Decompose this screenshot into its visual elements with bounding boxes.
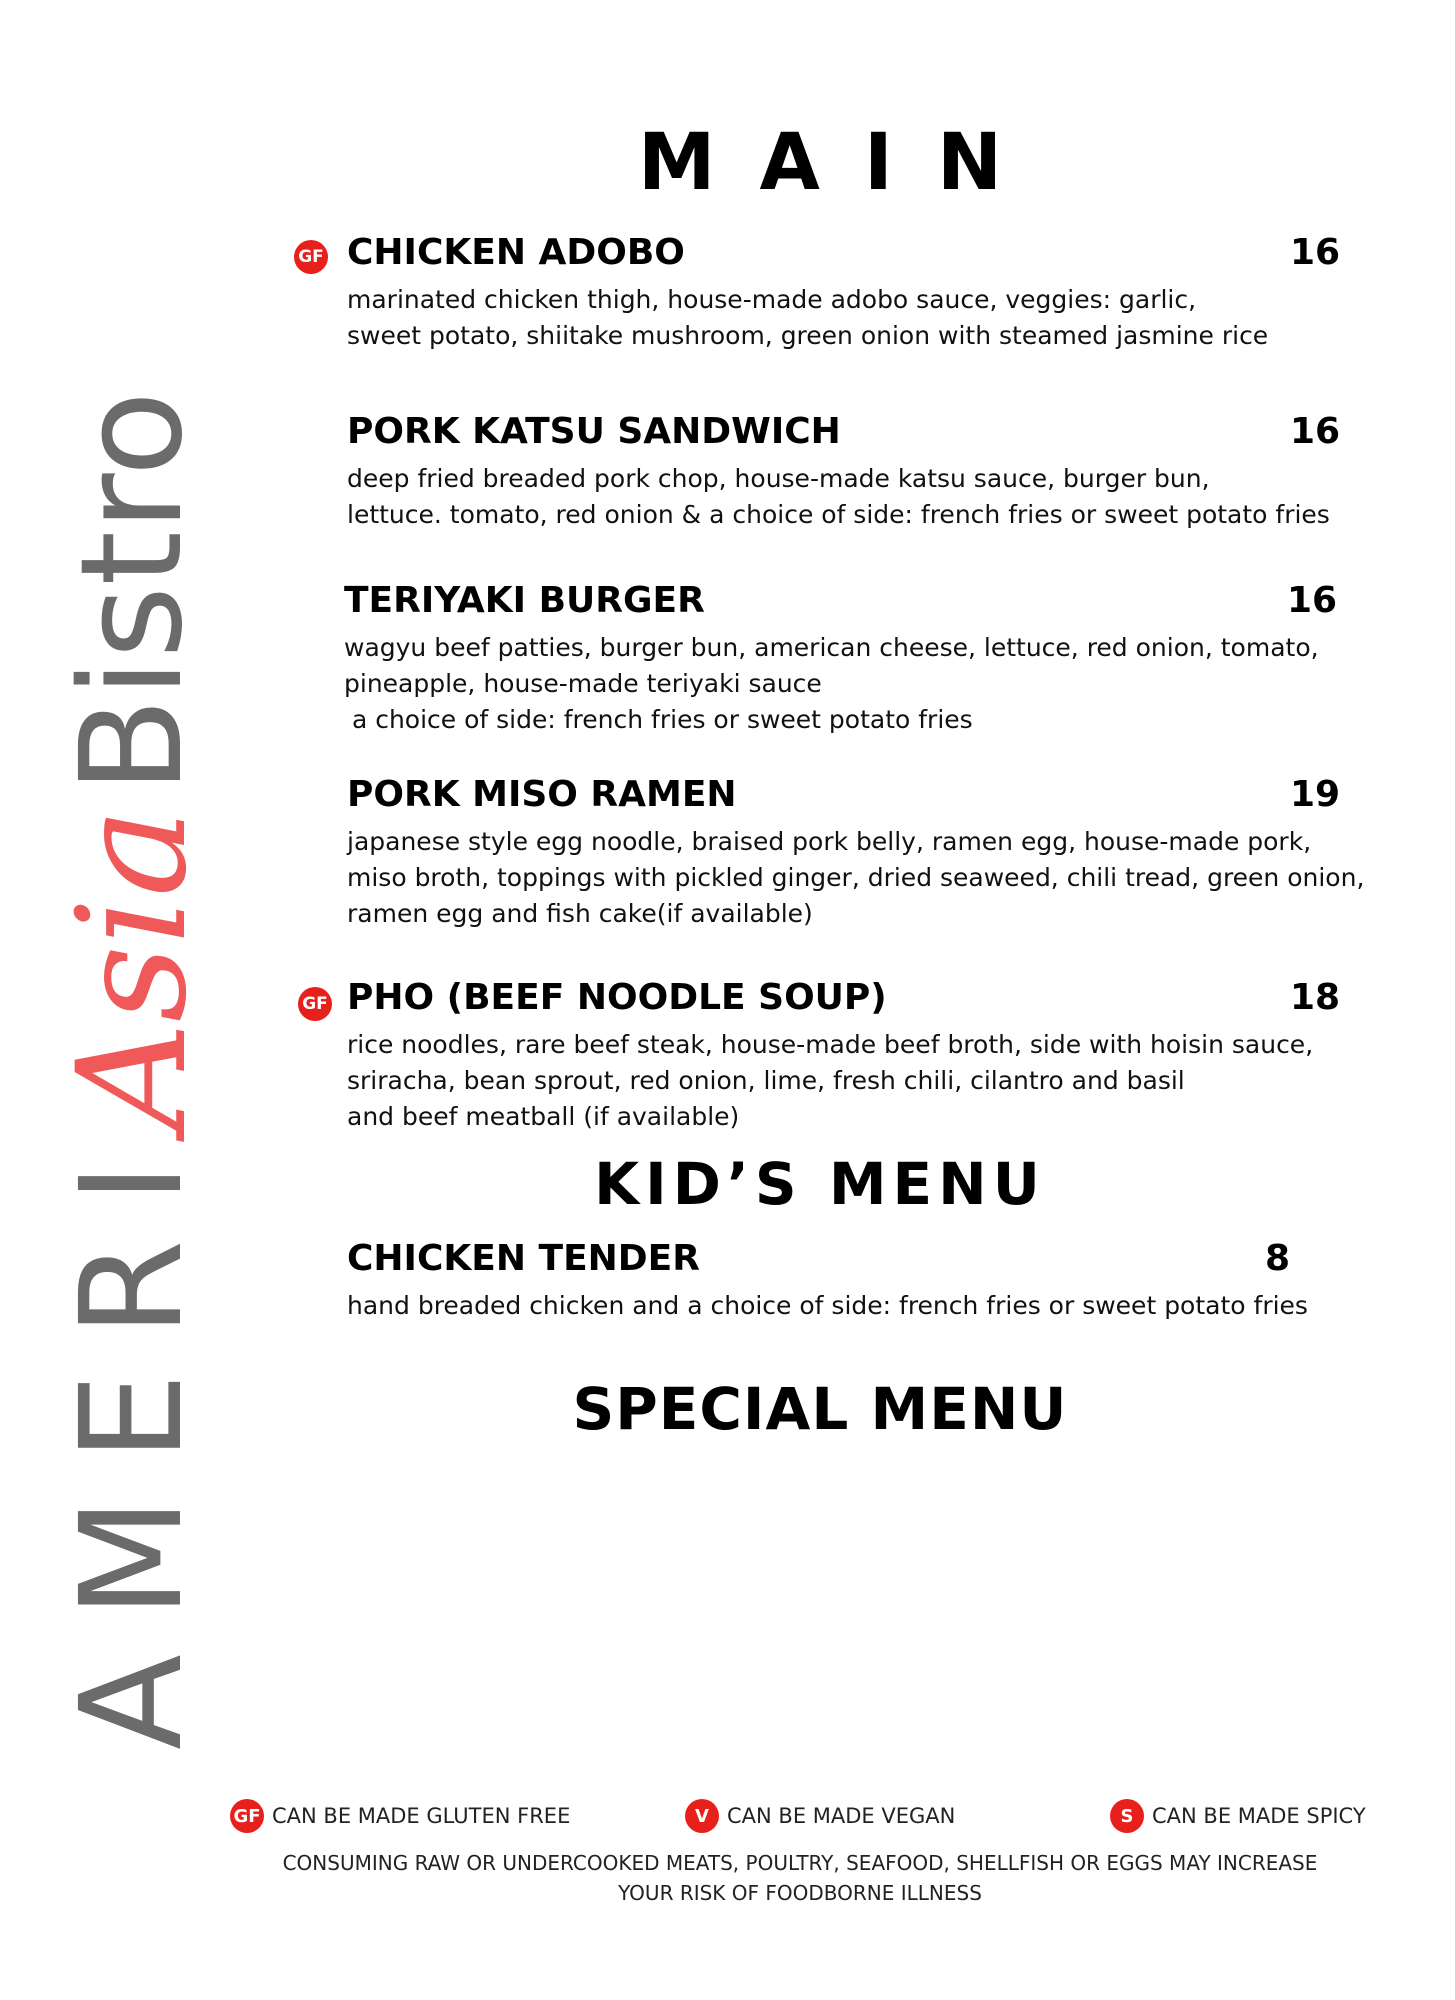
menu-item [347,411,1347,533]
item-name: TERIYAKI BURGER [344,580,705,621]
brand-ameri: AMERI [51,1126,214,1750]
item-price: 8 [1265,1238,1291,1279]
item-price: 16 [1290,232,1341,273]
legend-spicy [1110,1798,1366,1834]
menu-item [347,977,1347,1135]
item-price: 18 [1290,977,1341,1018]
item-name: CHICKEN ADOBO [347,232,685,273]
brand-bistro: Bistro [51,390,214,794]
legend-text: CAN BE MADE GLUTEN FREE [272,1804,571,1828]
item-price: 16 [1287,580,1338,621]
item-description: marinated chicken thigh, house-made adobo sauce, veggies: garlic, sweet potato, shiitake mushroom, green onion with steamed jasmine rice [347,285,1269,350]
brand-logo [46,210,220,1750]
item-description: hand breaded chicken and a choice of side: french fries or sweet potato fries [347,1291,1308,1320]
spicy-icon: S [1110,1799,1144,1833]
item-name: PORK KATSU SANDWICH [347,411,841,452]
item-name: CHICKEN TENDER [347,1238,700,1279]
item-description: rice noodles, rare beef steak, house-made beef broth, side with hoisin sauce, sriracha, bean sprout, red onion, lime, fresh chili, cilantro and basil and beef meatball (if available) [347,1030,1314,1131]
legend-text: CAN BE MADE VEGAN [727,1804,956,1828]
legend-gluten-free [230,1798,570,1834]
menu-item [347,232,1347,354]
menu-item [347,774,1365,932]
gluten-free-icon: GF [298,987,332,1021]
legend-vegan [685,1798,955,1834]
item-price: 16 [1290,411,1341,452]
kids-menu-heading: KID’S MENU [594,1150,1046,1218]
vegan-icon: V [685,1799,719,1833]
item-description: japanese style egg noodle, braised pork belly, ramen egg, house-made pork, miso broth, toppings with pickled ginger, dried seaweed, chili tread, green onion, ramen egg and fish cake(if available) [347,827,1365,928]
legend-text: CAN BE MADE SPICY [1152,1804,1366,1828]
menu-item [344,580,1344,738]
menu-item [347,1238,1347,1324]
item-name: PHO (BEEF NOODLE SOUP) [347,977,887,1018]
gluten-free-icon: GF [294,240,328,274]
item-price: 19 [1290,774,1341,815]
item-description: deep fried breaded pork chop, house-made katsu sauce, burger bun, lettuce. tomato, red onion & a choice of side: french fries or sweet potato fries [347,464,1330,529]
brand-asia: Asia [46,807,220,1131]
item-name: PORK MISO RAMEN [347,774,737,815]
item-description: wagyu beef patties, burger bun, american cheese, lettuce, red onion, tomato, pineapple, house-made teriyaki sauce a choice of side: french fries or sweet potato fries [344,633,1319,734]
food-safety-warning: CONSUMING RAW OR UNDERCOOKED MEATS, POULTRY, SEAFOOD, SHELLFISH OR EGGS MAY INCREASE YOUR RISK OF FOODBORNE ILLNESS [282,1851,1318,1905]
gluten-free-icon: GF [230,1799,264,1833]
main-heading: MAIN [637,118,1047,208]
special-menu-heading: SPECIAL MENU [572,1375,1068,1443]
